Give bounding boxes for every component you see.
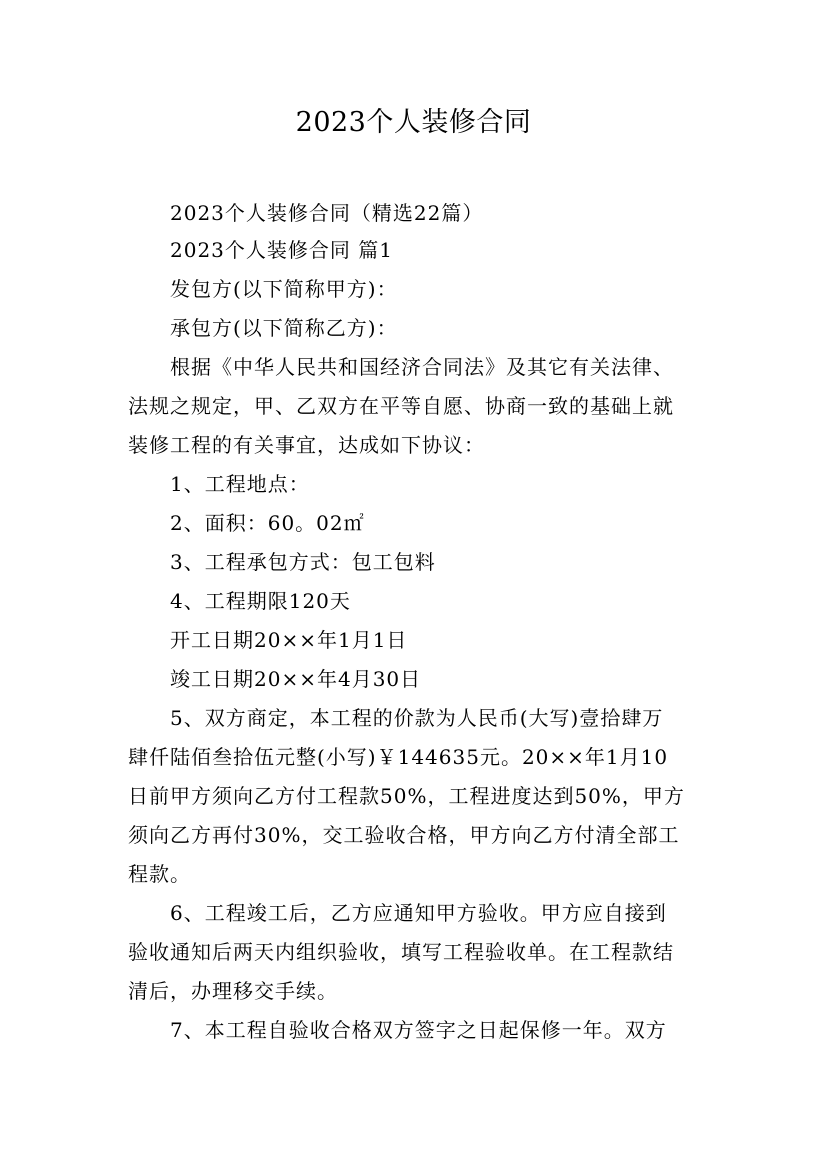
clause-duration: 4、工程期限120天 xyxy=(170,589,351,613)
paragraph-line: 6、工程竣工后，乙方应通知甲方验收。甲方应自接到 xyxy=(170,901,667,925)
paragraph-line: 清后，办理移交手续。 xyxy=(128,979,338,1003)
document-title: 2023个人装修合同 xyxy=(295,107,532,138)
paragraph-line: 须向乙方再付30%，交工验收合格，甲方向乙方付清全部工 xyxy=(128,823,680,847)
section-heading: 2023个人装修合同 篇1 xyxy=(170,238,393,262)
clause-location: 1、工程地点： xyxy=(170,472,310,496)
paragraph-line: 验收通知后两天内组织验收，填写工程验收单。在工程款结 xyxy=(128,940,674,964)
end-date-line: 竣工日期20××年4月30日 xyxy=(170,667,422,691)
paragraph-line: 装修工程的有关事宜，达成如下协议： xyxy=(128,433,485,457)
party-b-line: 承包方(以下简称乙方)： xyxy=(170,316,398,340)
party-a-line: 发包方(以下简称甲方)： xyxy=(170,277,398,301)
clause-contract-mode: 3、工程承包方式：包工包料 xyxy=(170,550,436,574)
paragraph-line: 法规之规定，甲、乙双方在平等自愿、协商一致的基础上就 xyxy=(128,394,674,418)
paragraph-line: 5、双方商定，本工程的价款为人民币(大写)壹拾肆万 xyxy=(170,706,664,730)
paragraph-line: 程款。 xyxy=(128,862,191,886)
paragraph-line: 根据《中华人民共和国经济合同法》及其它有关法律、 xyxy=(170,355,674,379)
start-date-line: 开工日期20××年1月1日 xyxy=(170,628,408,652)
paragraph-line: 7、本工程自验收合格双方签字之日起保修一年。双方 xyxy=(170,1018,667,1042)
paragraph-line: 日前甲方须向乙方付工程款50%，工程进度达到50%，甲方 xyxy=(128,784,685,808)
paragraph-line: 肆仟陆佰叁拾伍元整(小写)￥144635元。20××年1月10 xyxy=(128,745,669,769)
subtitle-line: 2023个人装修合同（精选22篇） xyxy=(170,201,484,225)
clause-area: 2、面积：60。02㎡ xyxy=(170,511,365,535)
